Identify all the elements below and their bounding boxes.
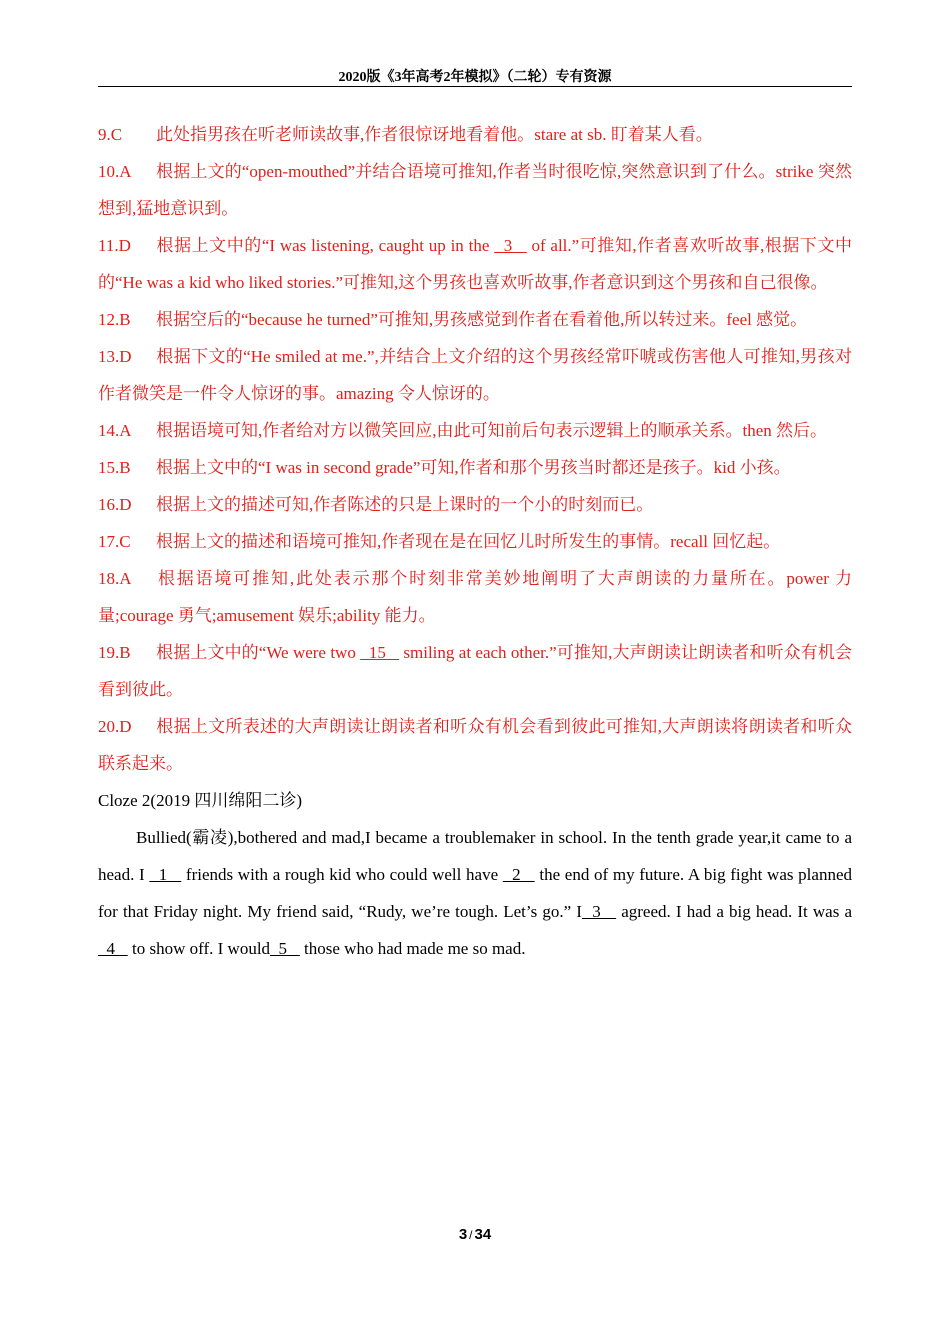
passage-text: agreed. I had a big head. It was a (616, 902, 852, 921)
answer-11 (98, 227, 852, 301)
passage-paragraph (98, 819, 852, 967)
answer-explanation: 根据空后的“because he turned”可推知,男孩感觉到作者在看着他,所以转过来。feel 感觉。 (156, 310, 808, 329)
current-page: 3 (458, 1226, 468, 1243)
answer-16 (98, 486, 852, 523)
answer-17 (98, 523, 852, 560)
answer-number: 17.C (98, 532, 131, 551)
answer-explanation: 根据上文的描述可知,作者陈述的只是上课时的一个小的时刻而已。 (156, 495, 654, 514)
passage-text: the end of my future. A big fight was planned for that Friday night. My friend said, “Rudy, we’re tough. Let’s go.” I (98, 865, 852, 921)
passage-text: to show off. I would (127, 939, 271, 958)
answer-number: 9.C (98, 125, 123, 144)
answer-explanation-start: 根据上文中的“I was listening, caught up in the (156, 236, 495, 255)
answer-explanation-end: of all.”可推知,作者喜欢听故事,根据下文中的“He was a kid who liked stories.”可推知,这个男孩也喜欢听故事,作者意识到这个男孩和自己很像。 (98, 236, 852, 292)
cloze-blank-5: 5 (270, 939, 300, 958)
answer-number: 13.D (98, 347, 132, 366)
page-number (0, 1226, 950, 1243)
answer-number: 19.B (98, 643, 131, 662)
answer-9 (98, 116, 852, 153)
answer-12 (98, 301, 852, 338)
header-divider (98, 86, 852, 87)
cloze-title: Cloze 2(2019 四川绵阳二诊) (98, 791, 302, 810)
passage-text: Bullied(霸凌),bothered and mad,I became a troublemaker in school. In the tenth grade year,it came to a head. I (98, 828, 852, 884)
answer-19 (98, 634, 852, 708)
answer-number: 20.D (98, 717, 132, 736)
answer-explanation-start: 根据上文中的“We were two (156, 643, 361, 662)
answer-explanation: 根据语境可推知,此处表示那个时刻非常美妙地阐明了大声朗读的力量所在。power 力量;courage 勇气;amusement 娱乐;ability 能力。 (98, 569, 852, 625)
answer-number: 10.A (98, 162, 132, 181)
passage-text: friends with a rough kid who could well have (181, 865, 503, 884)
answer-number: 12.B (98, 310, 131, 329)
answer-explanation-end: smiling at each other.”可推知,大声朗读让朗读者和听众有机会看到彼此。 (98, 643, 852, 699)
cloze-blank-4: 4 (98, 939, 128, 958)
answer-explanation: 根据上文的描述和语境可推知,作者现在是在回忆儿时所发生的事情。recall 回忆起。 (156, 532, 781, 551)
answer-explanation: 根据上文所表述的大声朗读让朗读者和听众有机会看到彼此可推知,大声朗读将朗读者和听众联系起来。 (98, 717, 852, 773)
answer-explanation: 根据下文的“He smiled at me.”,并结合上文介绍的这个男孩经常吓唬或伤害他人可推知,男孩对作者微笑是一件令人惊讶的事。amazing 令人惊讶的。 (98, 347, 852, 403)
page-separator: / (469, 1228, 473, 1242)
answer-20 (98, 708, 852, 782)
document-body (98, 116, 852, 967)
answer-explanation: 根据语境可知,作者给对方以微笑回应,由此可知前后句表示逻辑上的顺承关系。then 然后。 (156, 421, 828, 440)
answer-number: 18.A (98, 569, 132, 588)
passage-text: those who had made me so mad. (299, 939, 526, 958)
answer-15 (98, 449, 852, 486)
answer-14 (98, 412, 852, 449)
answer-number: 11.D (98, 236, 131, 255)
answer-10 (98, 153, 852, 227)
cloze-blank-1: 1 (149, 865, 182, 884)
answer-number: 15.B (98, 458, 131, 477)
answer-18 (98, 560, 852, 634)
answer-explanation: 根据上文的“open-mouthed”并结合语境可推知,作者当时很吃惊,突然意识到了什么。strike 突然想到,猛地意识到。 (98, 162, 852, 218)
answer-number: 16.D (98, 495, 132, 514)
answer-13 (98, 338, 852, 412)
cloze-blank-3: 3 (581, 902, 617, 921)
page-header: 2020版《3年高考2年模拟》（二轮）专有资源 (338, 70, 612, 85)
answer-number: 14.A (98, 421, 132, 440)
cloze-passage (98, 819, 852, 967)
blank-3: 3 (494, 236, 527, 255)
answer-explanation: 此处指男孩在听老师读故事,作者很惊讶地看着他。stare at sb. 盯着某人看。 (156, 125, 713, 144)
cloze-blank-2: 2 (502, 865, 535, 884)
answer-explanation: 根据上文中的“I was in second grade”可知,作者和那个男孩当时都还是孩子。kid 小孩。 (156, 458, 791, 477)
blank-15: 15 (360, 643, 400, 662)
total-pages: 34 (474, 1226, 492, 1243)
